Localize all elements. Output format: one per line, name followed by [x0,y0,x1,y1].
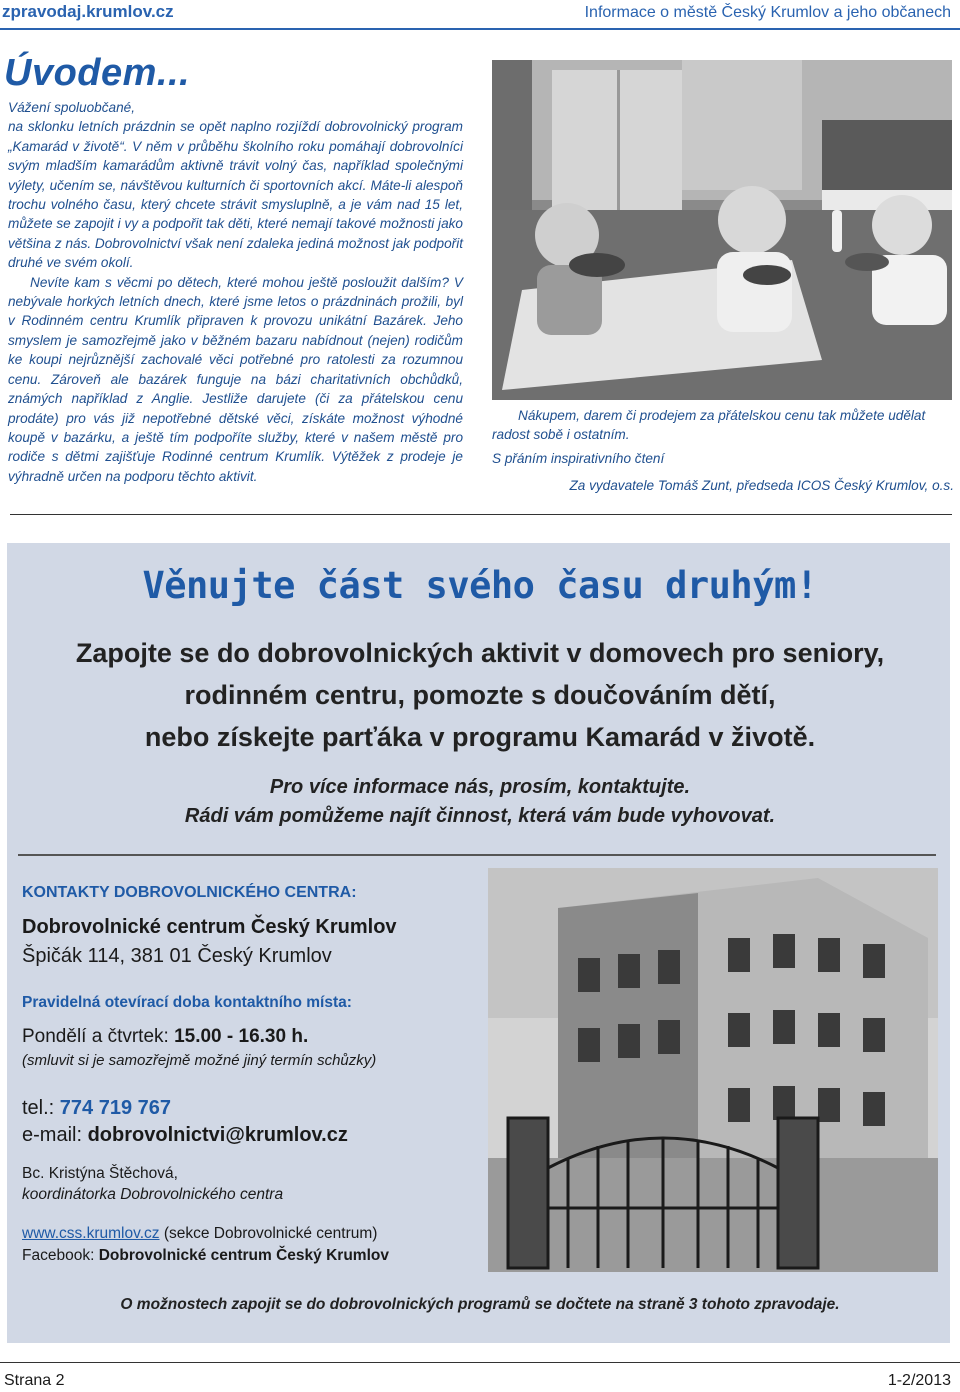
center-name: Dobrovolnické centrum Český Krumlov [22,916,397,938]
invite-line: Rádi vám pomůžeme najít činnost, která vám bude vyhovovat. [184,805,776,827]
intro-paragraph-2: Nevíte kam s věcmi po dětech, které mohou ještě posloužit dalším? V nebývale horkých letních dnech, které jsme letos o prázdninách prožili, byl v Rodinném centru Krumlík připraven k provozu unikátní Bazárek. Jeho smyslem je samozřejmě jako v běžném bazaru nabídnout (nejen) rodičům ke koupi nejrůznější zachovalé věci potřebné pro ratolesti za rozumnou cenu. Zároveň ale bazárek funguje na bázi charitativních obchůdků, známých například z Anglie. Jestliže darujete (či za přátelskou cenu prodáte) pro vás již nepotřebné dětské věci, získáte možnost výhodné koupě v bazárku, a ještě tím podpoříte služby, které v našem městě pro rodiče s dětmi zajišťuje Rodinné centrum Krumlík. Výtěžek z prodeje je výhradně určen na podporu těchto aktivit. [8,274,463,484]
footnote: O možnostech zapojit se do dobrovolnických programů se dočtete na straně 3 tohoto zpravodaje. [120,1296,840,1313]
contact-title: KONTAKTY DOBROVOLNICKÉHO CENTRA: [22,884,357,901]
article-title: Úvodem... [4,52,191,94]
phone-number[interactable]: 774 719 767 [59,1097,172,1119]
hours-days: Pondělí a čtvrtek: [22,1026,175,1047]
phone [22,1097,492,1120]
callout-line: nebo získejte parťáka v programu Kamarád v životě. [144,722,816,752]
hours-note: (smluvit si je samozřejmě možné jiný termín schůzky) [22,1052,377,1069]
box-contact-invite [0,773,960,831]
opening-hours [22,1026,492,1048]
email [22,1124,492,1147]
building-photo [488,868,938,1272]
signoff [492,406,954,496]
website-link[interactable]: www.css.krumlov.cz [22,1225,160,1242]
email-address[interactable]: dobrovolnictvi@krumlov.cz [87,1124,348,1146]
contact-block [22,884,492,1267]
email-label: e-mail: [22,1124,88,1146]
section-divider [10,514,952,515]
page-number: Strana 2 [4,1372,65,1389]
intro-text [8,98,463,486]
coordinator-name: Bc. Kristýna Štěchová, [22,1165,178,1182]
invite-line: Pro více informace nás, prosím, kontaktujte. [269,776,691,798]
coordinator-role: koordinátorka Dobrovolnického centra [22,1186,284,1203]
footer-divider [0,1362,960,1363]
header-divider [0,28,960,30]
web-links [22,1223,492,1267]
hours-title: Pravidelná otevírací doba kontaktního místa: [22,994,352,1011]
children-photo [492,60,952,400]
center-address: Špičák 114, 381 01 Český Krumlov [22,945,332,967]
issue-number: 1-2/2013 [887,1372,951,1389]
coordinator [22,1163,492,1205]
phone-label: tel.: [22,1097,60,1119]
facebook-label: Facebook: [22,1247,99,1264]
section-title: Informace o městě Český Krumlov a jeho občanech [584,4,951,21]
facebook-link[interactable]: Dobrovolnické centrum Český Krumlov [98,1247,389,1264]
callout-line: rodinném centru, pomozte s doučováním dětí, [184,680,776,710]
hours-time: 15.00 - 16.30 h. [174,1026,309,1047]
callout-line: Zapojte se do dobrovolnických aktivit v domovech pro seniory, [75,638,885,668]
signoff-text: Nákupem, darem či prodejem za přátelskou cenu tak můžete udělat radost sobě i ostatním. [492,408,926,443]
intro-paragraph-1: na sklonku letních prázdnin se opět naplno rozjíždí dobrovolnický program „Kamarád v životě“. V něm v průběhu školního roku pomáhají dobrovolníci svým mladším kamarádům aktivně trávit volný čas, například společnými výlety, učením se, návštěvou kulturních či sportovních akcí. Máte-li alespoň trochu volného času, který chcete strávit smysluplně, a je vám nad 15 let, můžete se zapojit i vy a podpořit tak děti, které nemají takové možnosti jako většina z nás. Dobrovolnictví však není zdaleka jediná možnost jak podpořit druhé ve svém okolí. [8,119,463,271]
box-headline: Věnujte část svého času druhým! [142,564,818,607]
signoff-wish: S přáním inspirativního čtení [492,450,665,466]
signoff-signature: Za vydavatele Tomáš Zunt, předseda ICOS Český Krumlov, o.s. [569,478,954,494]
website-note: (sekce Dobrovolnické centrum) [159,1225,378,1242]
intro-greeting: Vážení spoluobčané, [8,100,135,115]
site-url[interactable]: zpravodaj.krumlov.cz [2,2,174,21]
box-callout [0,632,960,758]
box-divider [18,854,936,856]
